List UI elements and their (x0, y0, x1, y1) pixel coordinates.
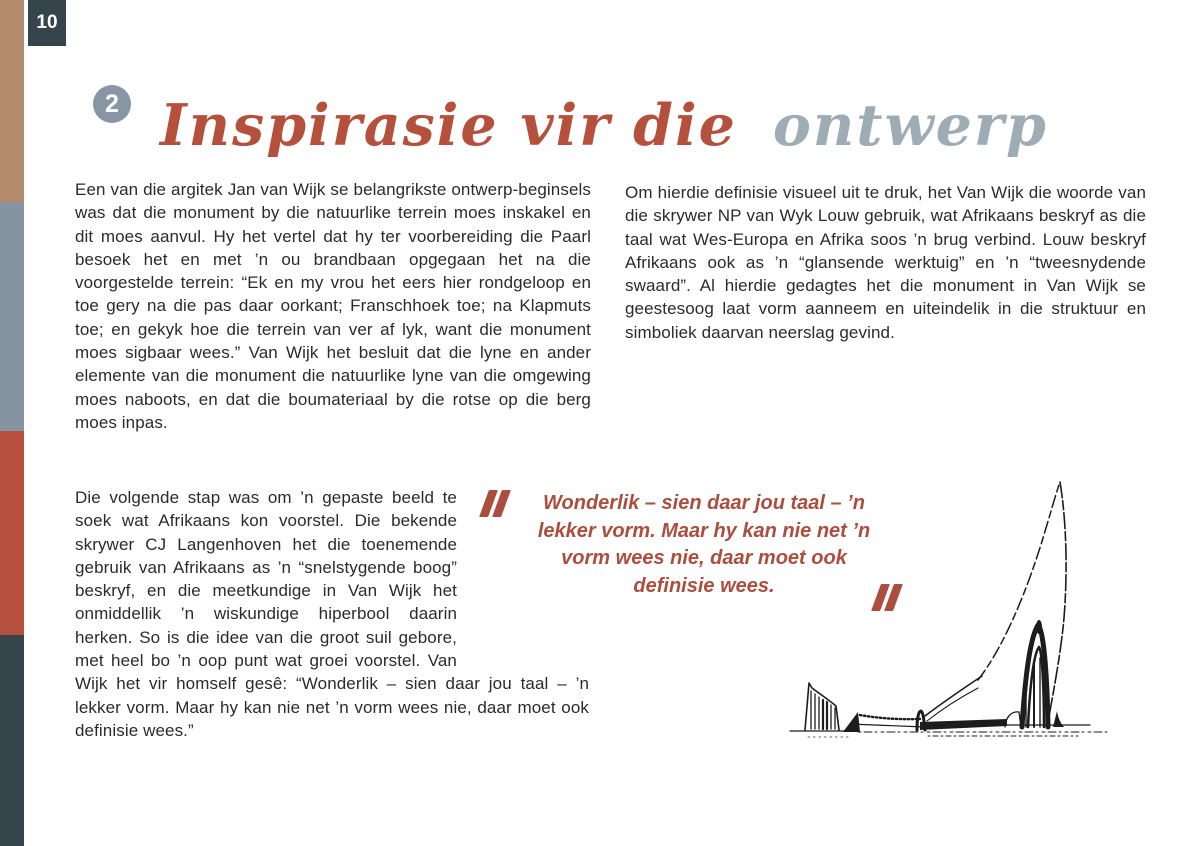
chapter-number: 2 (105, 89, 119, 118)
sidebar-color-band-slate (0, 202, 24, 431)
body-paragraph-left-2-text: Die volgende stap was om ’n gepaste beeld te soek wat Afrikaans kon voorstel. Die bekende skrywer CJ Langenhoven het die toenemende gebruik van Afrikaans as ’n “snelstygende boog” beskryf, en die meetkundige in Van Wijk het onmiddellik ’n wiskundige hiperbool daarin herken. So is die idee van die groot suil gebore, met heel bo ’n oop punt wat groei voorstel. Van Wijk het vir homself gesê: “Wonderlik – sien daar jou taal – ’n lekker vorm. Maar hy kan nie net ’n vorm wees nie, daar moet ook definisie wees.” (75, 488, 589, 740)
sidebar-color-band-tan (0, 0, 24, 202)
body-paragraph-left-1: Een van die argitek Jan van Wijk se belangrikste ontwerp-beginsels was dat die monument by die natuurlike terrein moes inskakel en dit moes aanvul. Hy het vertel dat hy ter voorbereiding die Paarl besoek het en met ’n ou brandbaan opgegaan het na die voorgestelde terrein: “Ek en my vrou het eers hier rondgeloop en toe gery na die pas daar oorkant; Franschhoek toe; na Klapmuts toe; en gekyk hoe die terrein van ver af lyk, want die monument moes sigbaar wees.” Van Wijk het besluit dat die lyne en ander elemente van die monument die natuurlike lyne van die omgewing moes naboots, en dat die boumateriaal by die rotse op die berg moes inpas. (75, 180, 591, 432)
chapter-title (160, 92, 1048, 159)
open-quote-icon (484, 490, 510, 518)
body-paragraph-right-1: Om hierdie definisie visueel uit te druk, het Van Wijk die woorde van die skrywer NP van Wyk Louw gebruik, wat Afrikaans beskryf as die taal wat Wes-Europa en Afrika soos ’n brug verbind. Louw beskryf Afrikaans ook as ’n “glansende werktuig” en ’n “tweesnydende swaard”. Al hierdie gedagtes het die monument in Van Wijk se geestesoog laat vorm aanneem en uiteindelik in die struktuur en simboliek daarvan neerslag gevind. (625, 183, 1146, 342)
chapter-title-main: Inspirasie vir die (160, 92, 737, 159)
monument-concept-sketch-illustration (778, 448, 1120, 760)
chapter-number-badge (93, 85, 131, 123)
chapter-title-accent: ontwerp (772, 92, 1048, 159)
sidebar-color-band-dark (0, 635, 24, 846)
page-number-box (28, 0, 66, 46)
sidebar-color-band-red (0, 431, 24, 635)
page-number: 10 (36, 12, 58, 33)
pull-quote-text: Wonderlik – sien daar jou taal – ’n lekker vorm. Maar hy kan nie net ’n vorm wees nie, daar moet ook definisie wees. (537, 492, 871, 597)
